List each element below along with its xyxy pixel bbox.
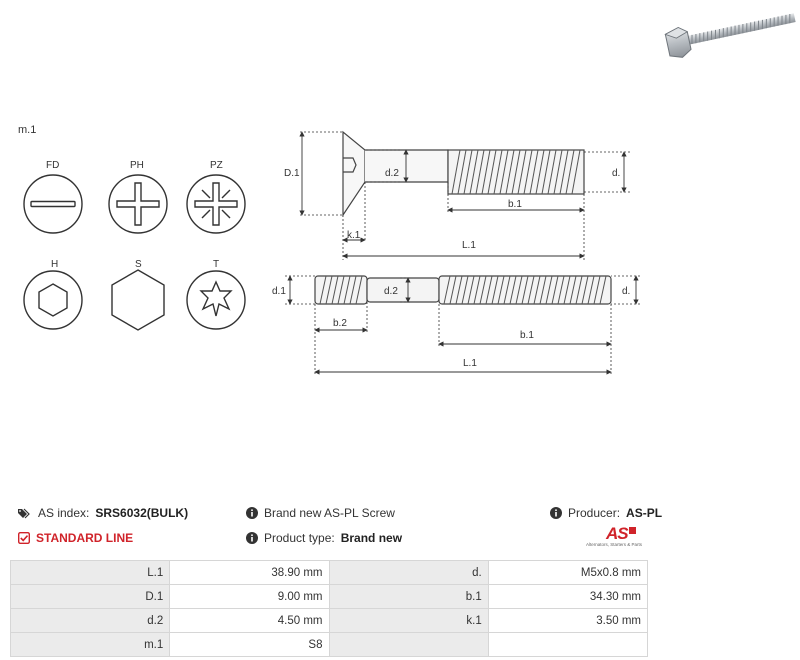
product-type-label: Product type: [264, 531, 335, 545]
as-index-label: AS index: [38, 506, 90, 520]
spec-value: 38.90 mm [170, 561, 329, 585]
dim-d1: d.1 [272, 286, 286, 297]
checkbox-icon [18, 532, 30, 544]
product-description [246, 506, 395, 520]
as-logo-mark: AS [606, 524, 628, 543]
spec-key [329, 633, 488, 657]
as-logo [586, 524, 650, 552]
spec-key: m.1 [11, 633, 170, 657]
spec-value: 34.30 mm [488, 585, 647, 609]
hex-socket-icon [24, 271, 82, 329]
product-type [246, 531, 402, 545]
head-type-code: H [51, 259, 59, 270]
producer-label: Producer: [568, 506, 621, 520]
dim-L1: L.1 [462, 240, 476, 251]
as-index-value: SRS6032(BULK) [95, 506, 189, 520]
dim-b1: b.1 [508, 199, 522, 210]
dim-b1-stud: b.1 [520, 330, 534, 341]
spec-value: 3.50 mm [488, 609, 647, 633]
spec-key: d.2 [11, 609, 170, 633]
producer-value: AS-PL [626, 506, 663, 520]
product-type-value: Brand new [340, 531, 403, 545]
standard-line [18, 531, 133, 545]
table-row [11, 609, 648, 633]
head-type-code: S [135, 259, 142, 270]
as-logo-square [629, 527, 636, 534]
info-icon [246, 532, 258, 544]
dim-L1-stud: L.1 [463, 358, 477, 369]
phillips-icon [109, 175, 167, 233]
description-text: Brand new AS-PL Screw [264, 506, 395, 520]
spec-key: b.1 [329, 585, 488, 609]
table-row [11, 561, 648, 585]
drawing-stud [270, 270, 650, 380]
pozidriv-icon [187, 175, 245, 233]
dim-b2: b.2 [333, 318, 347, 329]
spec-key: D.1 [11, 585, 170, 609]
info-icon [550, 507, 562, 519]
as-index [18, 506, 188, 520]
head-types-label: m.1 [18, 124, 37, 136]
spec-value: 9.00 mm [170, 585, 329, 609]
specs-table [10, 560, 648, 657]
info-icon [246, 507, 258, 519]
producer [550, 506, 662, 520]
dim-k1: k.1 [347, 230, 361, 241]
dim-d: d. [612, 168, 621, 179]
hex-head-icon [112, 270, 164, 330]
dim-D1: D.1 [284, 168, 300, 179]
spec-key: d. [329, 561, 488, 585]
table-row [11, 585, 648, 609]
head-type-code: FD [46, 160, 60, 171]
spec-value: 4.50 mm [170, 609, 329, 633]
torx-icon [187, 271, 245, 329]
dim-d2-stud: d.2 [384, 286, 398, 297]
standard-line-label: STANDARD LINE [36, 531, 134, 545]
dim-d2: d.2 [385, 168, 399, 179]
tags-icon [18, 508, 32, 519]
spec-value: M5x0.8 mm [488, 561, 647, 585]
product-photo [655, 8, 800, 60]
head-type-code: T [213, 259, 220, 270]
head-type-code: PH [130, 160, 144, 171]
spec-key: L.1 [11, 561, 170, 585]
flat-slot-icon [24, 175, 82, 233]
head-type-code: PZ [210, 160, 223, 171]
head-types-grid [0, 170, 260, 340]
as-logo-tagline: Alternators, Starters & Parts [586, 542, 643, 547]
spec-value [488, 633, 647, 657]
spec-key: k.1 [329, 609, 488, 633]
spec-value: S8 [170, 633, 329, 657]
table-row [11, 633, 648, 657]
dim-d-stud: d. [622, 286, 631, 297]
